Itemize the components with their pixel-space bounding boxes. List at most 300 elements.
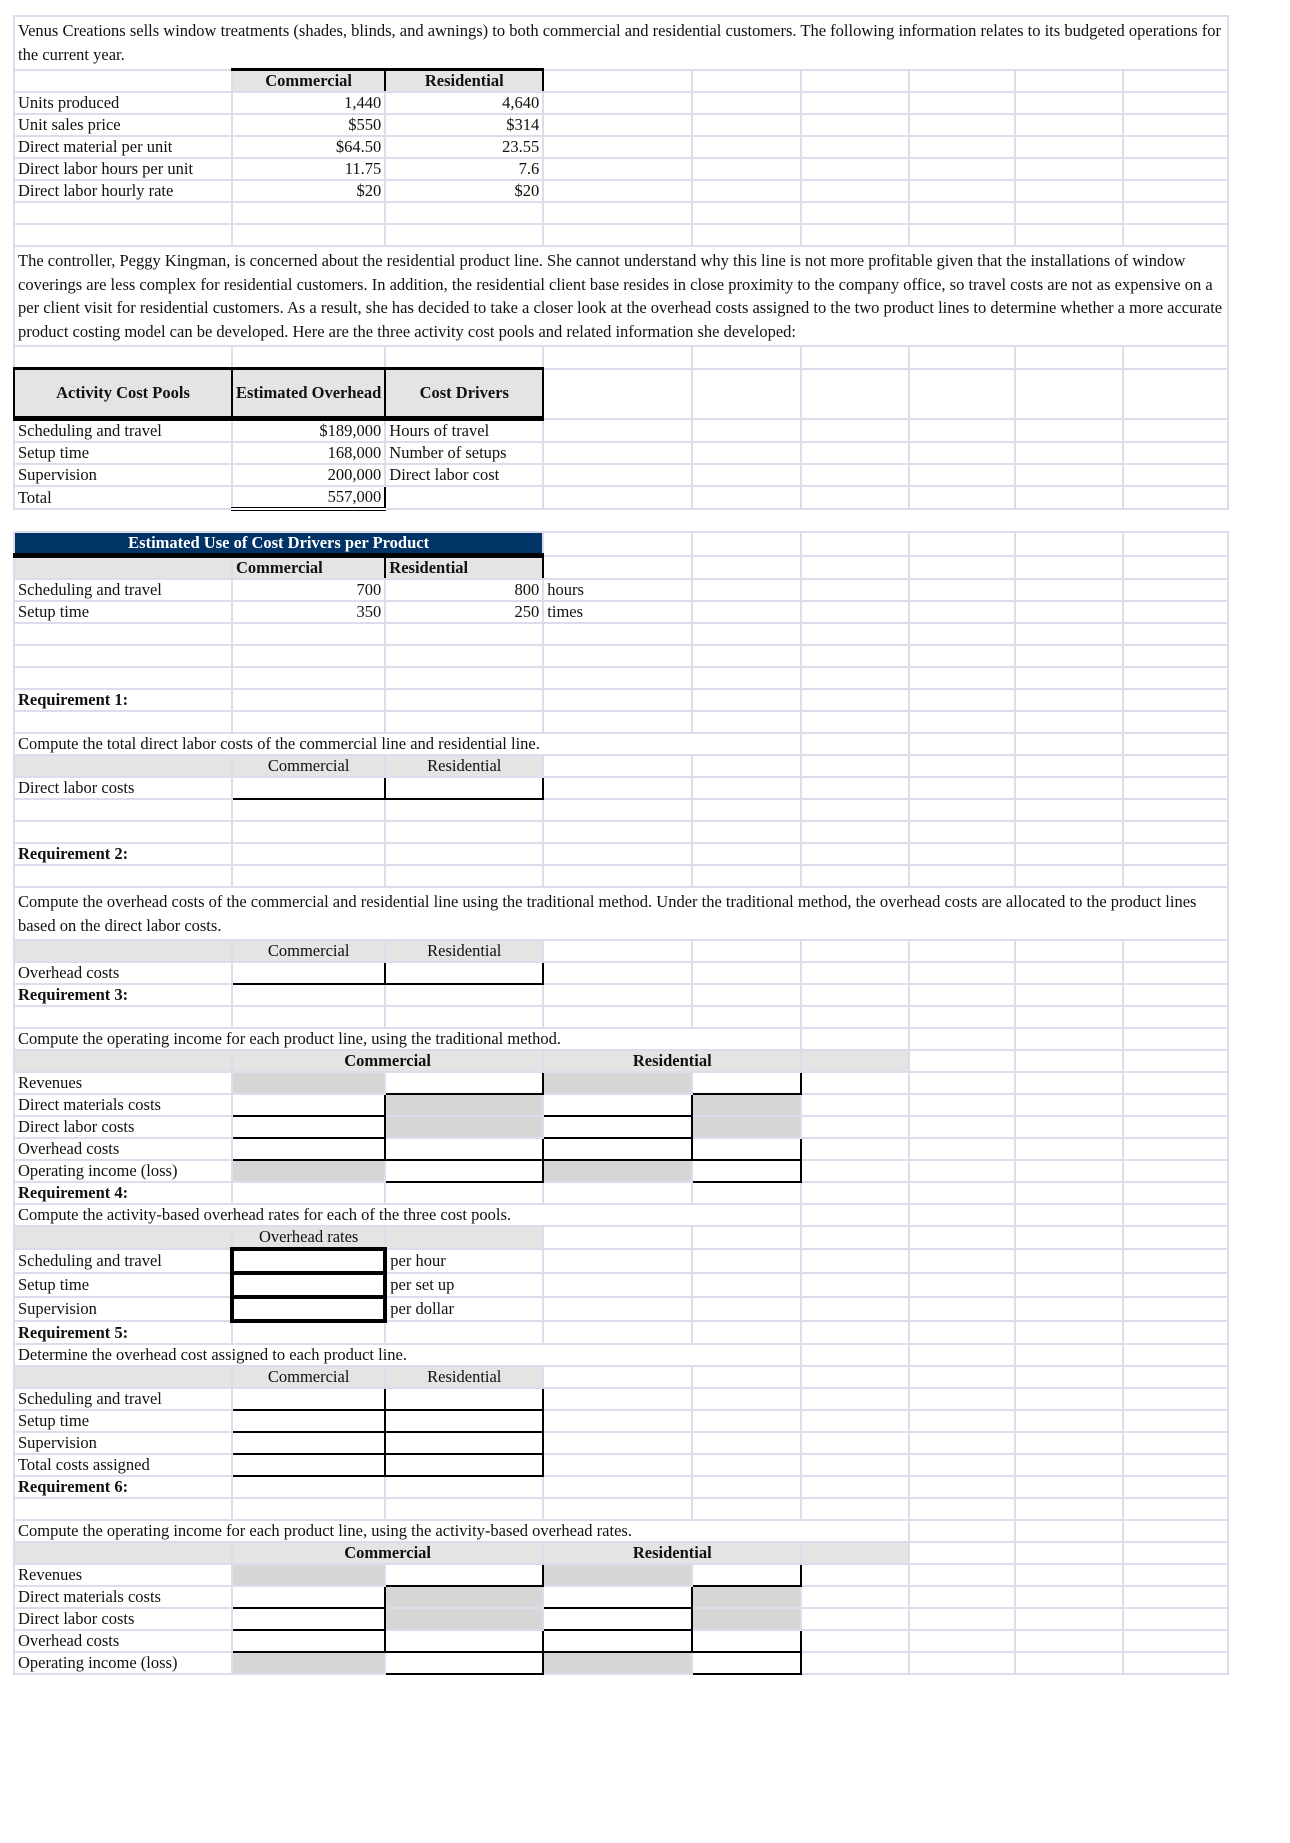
empty-cell[interactable]	[909, 962, 1015, 984]
empty-cell[interactable]	[1015, 755, 1123, 777]
empty-cell[interactable]	[543, 623, 692, 645]
empty-cell[interactable]	[1015, 1226, 1123, 1249]
empty-cell[interactable]	[14, 224, 232, 246]
empty-cell[interactable]	[1015, 158, 1123, 180]
empty-cell[interactable]	[801, 1028, 909, 1050]
empty-cell[interactable]	[543, 940, 692, 962]
empty-cell[interactable]	[909, 1630, 1015, 1652]
empty-cell[interactable]	[692, 623, 801, 645]
overhead-rate-input[interactable]	[232, 1297, 385, 1321]
empty-cell[interactable]	[909, 1249, 1015, 1273]
empty-cell[interactable]	[909, 202, 1015, 224]
empty-cell[interactable]	[543, 556, 692, 580]
empty-cell[interactable]	[1123, 821, 1228, 843]
empty-cell[interactable]	[692, 689, 801, 711]
empty-cell[interactable]	[692, 1476, 801, 1498]
residential-input[interactable]	[385, 1388, 543, 1410]
empty-cell[interactable]	[909, 843, 1015, 865]
empty-cell[interactable]	[1123, 1094, 1228, 1116]
empty-cell[interactable]	[14, 821, 232, 843]
empty-cell[interactable]	[909, 1476, 1015, 1498]
empty-cell[interactable]	[1015, 202, 1123, 224]
empty-cell[interactable]	[385, 984, 543, 1006]
empty-cell[interactable]	[543, 1388, 692, 1410]
empty-cell[interactable]	[1123, 1366, 1228, 1388]
empty-cell[interactable]	[801, 755, 909, 777]
empty-cell[interactable]	[801, 843, 909, 865]
empty-cell[interactable]	[692, 843, 801, 865]
empty-cell[interactable]	[801, 1072, 909, 1094]
empty-cell[interactable]	[909, 1520, 1015, 1542]
commercial-input[interactable]	[385, 1160, 543, 1182]
empty-cell[interactable]	[909, 346, 1015, 369]
empty-cell[interactable]	[14, 667, 232, 689]
empty-cell[interactable]	[801, 158, 909, 180]
empty-cell[interactable]	[385, 843, 543, 865]
empty-cell[interactable]	[232, 667, 385, 689]
empty-cell[interactable]	[692, 579, 801, 601]
empty-cell[interactable]	[1123, 1586, 1228, 1608]
empty-cell[interactable]	[14, 1498, 232, 1520]
residential-input[interactable]	[692, 1138, 801, 1160]
empty-cell[interactable]	[801, 799, 909, 821]
residential-input[interactable]	[543, 1138, 692, 1160]
empty-cell[interactable]	[543, 1182, 692, 1204]
empty-cell[interactable]	[385, 711, 543, 733]
empty-cell[interactable]	[909, 158, 1015, 180]
empty-cell[interactable]	[909, 865, 1015, 887]
empty-cell[interactable]	[543, 114, 692, 136]
empty-cell[interactable]	[909, 711, 1015, 733]
residential-input[interactable]	[543, 1094, 692, 1116]
empty-cell[interactable]	[909, 1321, 1015, 1344]
empty-cell[interactable]	[1123, 1160, 1228, 1182]
empty-cell[interactable]	[692, 1366, 801, 1388]
residential-input[interactable]	[692, 1630, 801, 1652]
empty-cell[interactable]	[909, 667, 1015, 689]
empty-cell[interactable]	[385, 224, 543, 246]
empty-cell[interactable]	[232, 821, 385, 843]
empty-cell[interactable]	[14, 711, 232, 733]
empty-cell[interactable]	[692, 532, 801, 556]
empty-cell[interactable]	[1015, 1116, 1123, 1138]
empty-cell[interactable]	[1123, 1652, 1228, 1674]
empty-cell[interactable]	[543, 419, 692, 443]
empty-cell[interactable]	[1015, 1072, 1123, 1094]
empty-cell[interactable]	[909, 1116, 1015, 1138]
empty-cell[interactable]	[692, 114, 801, 136]
empty-cell[interactable]	[543, 1476, 692, 1498]
empty-cell[interactable]	[801, 1138, 909, 1160]
empty-cell[interactable]	[1123, 1630, 1228, 1652]
empty-cell[interactable]	[692, 486, 801, 509]
empty-cell[interactable]	[1123, 865, 1228, 887]
empty-cell[interactable]	[385, 799, 543, 821]
empty-cell[interactable]	[543, 1273, 692, 1297]
empty-cell[interactable]	[1015, 1094, 1123, 1116]
empty-cell[interactable]	[909, 1028, 1015, 1050]
empty-cell[interactable]	[1015, 1321, 1123, 1344]
commercial-input[interactable]	[232, 1608, 385, 1630]
empty-cell[interactable]	[14, 645, 232, 667]
empty-cell[interactable]	[1123, 1388, 1228, 1410]
empty-cell[interactable]	[692, 1297, 801, 1321]
empty-cell[interactable]	[1123, 940, 1228, 962]
commercial-input[interactable]	[232, 1410, 385, 1432]
empty-cell[interactable]	[909, 1388, 1015, 1410]
empty-cell[interactable]	[692, 1388, 801, 1410]
empty-cell[interactable]	[909, 70, 1015, 93]
empty-cell[interactable]	[801, 940, 909, 962]
empty-cell[interactable]	[385, 821, 543, 843]
empty-cell[interactable]	[1123, 1050, 1228, 1072]
empty-cell[interactable]	[909, 1410, 1015, 1432]
empty-cell[interactable]	[801, 1006, 909, 1028]
empty-cell[interactable]	[1015, 711, 1123, 733]
empty-cell[interactable]	[909, 92, 1015, 114]
empty-cell[interactable]	[1015, 1006, 1123, 1028]
empty-cell[interactable]	[385, 1006, 543, 1028]
empty-cell[interactable]	[692, 821, 801, 843]
empty-cell[interactable]	[543, 158, 692, 180]
residential-input[interactable]	[692, 1160, 801, 1182]
empty-cell[interactable]	[543, 346, 692, 369]
empty-cell[interactable]	[909, 464, 1015, 486]
empty-cell[interactable]	[385, 623, 543, 645]
empty-cell[interactable]	[1123, 419, 1228, 443]
empty-cell[interactable]	[1015, 1388, 1123, 1410]
empty-cell[interactable]	[1123, 799, 1228, 821]
commercial-input[interactable]	[232, 1388, 385, 1410]
empty-cell[interactable]	[1123, 224, 1228, 246]
empty-cell[interactable]	[1123, 962, 1228, 984]
empty-cell[interactable]	[1015, 419, 1123, 443]
empty-cell[interactable]	[232, 689, 385, 711]
empty-cell[interactable]	[1015, 464, 1123, 486]
empty-cell[interactable]	[801, 136, 909, 158]
empty-cell[interactable]	[14, 202, 232, 224]
empty-cell[interactable]	[543, 1432, 692, 1454]
empty-cell[interactable]	[692, 645, 801, 667]
empty-cell[interactable]	[692, 509, 801, 532]
empty-cell[interactable]	[1123, 1182, 1228, 1204]
residential-input[interactable]	[385, 1410, 543, 1432]
empty-cell[interactable]	[385, 645, 543, 667]
empty-cell[interactable]	[909, 369, 1015, 419]
empty-cell[interactable]	[1123, 1321, 1228, 1344]
empty-cell[interactable]	[801, 579, 909, 601]
empty-cell[interactable]	[385, 1321, 543, 1344]
residential-input[interactable]	[385, 777, 543, 799]
empty-cell[interactable]	[1015, 601, 1123, 623]
empty-cell[interactable]	[1123, 486, 1228, 509]
empty-cell[interactable]	[801, 442, 909, 464]
empty-cell[interactable]	[1015, 136, 1123, 158]
empty-cell[interactable]	[543, 689, 692, 711]
empty-cell[interactable]	[1123, 556, 1228, 580]
empty-cell[interactable]	[692, 464, 801, 486]
empty-cell[interactable]	[232, 1182, 385, 1204]
empty-cell[interactable]	[543, 1249, 692, 1273]
commercial-input[interactable]	[385, 1564, 543, 1586]
empty-cell[interactable]	[1015, 623, 1123, 645]
empty-cell[interactable]	[543, 224, 692, 246]
empty-cell[interactable]	[1123, 114, 1228, 136]
empty-cell[interactable]	[801, 1476, 909, 1498]
empty-cell[interactable]	[692, 1454, 801, 1476]
empty-cell[interactable]	[1123, 843, 1228, 865]
empty-cell[interactable]	[801, 623, 909, 645]
empty-cell[interactable]	[1015, 1182, 1123, 1204]
empty-cell[interactable]	[692, 1249, 801, 1273]
empty-cell[interactable]	[232, 346, 385, 369]
empty-cell[interactable]	[692, 1006, 801, 1028]
empty-cell[interactable]	[543, 777, 692, 799]
empty-cell[interactable]	[1123, 579, 1228, 601]
empty-cell[interactable]	[909, 1432, 1015, 1454]
empty-cell[interactable]	[801, 180, 909, 202]
empty-cell[interactable]	[232, 865, 385, 887]
empty-cell[interactable]	[1015, 1564, 1123, 1586]
empty-cell[interactable]	[1123, 158, 1228, 180]
empty-cell[interactable]	[1015, 180, 1123, 202]
empty-cell[interactable]	[692, 419, 801, 443]
empty-cell[interactable]	[801, 1321, 909, 1344]
empty-cell[interactable]	[1123, 1204, 1228, 1226]
empty-cell[interactable]	[543, 1297, 692, 1321]
empty-cell[interactable]	[801, 1564, 909, 1586]
empty-cell[interactable]	[692, 1226, 801, 1249]
empty-cell[interactable]	[543, 202, 692, 224]
empty-cell[interactable]	[909, 1366, 1015, 1388]
empty-cell[interactable]	[801, 1249, 909, 1273]
empty-cell[interactable]	[801, 1226, 909, 1249]
empty-cell[interactable]	[543, 1498, 692, 1520]
empty-cell[interactable]	[1015, 114, 1123, 136]
empty-cell[interactable]	[801, 689, 909, 711]
empty-cell[interactable]	[909, 532, 1015, 556]
empty-cell[interactable]	[1015, 442, 1123, 464]
empty-cell[interactable]	[543, 442, 692, 464]
empty-cell[interactable]	[801, 1608, 909, 1630]
empty-cell[interactable]	[385, 667, 543, 689]
empty-cell[interactable]	[1123, 645, 1228, 667]
empty-cell[interactable]	[909, 777, 1015, 799]
empty-cell[interactable]	[232, 623, 385, 645]
empty-cell[interactable]	[543, 821, 692, 843]
empty-cell[interactable]	[1015, 1249, 1123, 1273]
empty-cell[interactable]	[385, 1498, 543, 1520]
empty-cell[interactable]	[692, 1432, 801, 1454]
commercial-input[interactable]	[385, 1652, 543, 1674]
empty-cell[interactable]	[1123, 667, 1228, 689]
empty-cell[interactable]	[909, 1273, 1015, 1297]
empty-cell[interactable]	[801, 369, 909, 419]
empty-cell[interactable]	[692, 777, 801, 799]
empty-cell[interactable]	[801, 1652, 909, 1674]
empty-cell[interactable]	[909, 755, 1015, 777]
empty-cell[interactable]	[1015, 70, 1123, 93]
empty-cell[interactable]	[909, 136, 1015, 158]
empty-cell[interactable]	[1015, 556, 1123, 580]
empty-cell[interactable]	[909, 1094, 1015, 1116]
empty-cell[interactable]	[1015, 579, 1123, 601]
empty-cell[interactable]	[1123, 1138, 1228, 1160]
commercial-input[interactable]	[232, 777, 385, 799]
empty-cell[interactable]	[1123, 464, 1228, 486]
empty-cell[interactable]	[14, 346, 232, 369]
empty-cell[interactable]	[801, 1182, 909, 1204]
empty-cell[interactable]	[1015, 1498, 1123, 1520]
empty-cell[interactable]	[801, 202, 909, 224]
empty-cell[interactable]	[1123, 1454, 1228, 1476]
empty-cell[interactable]	[801, 1586, 909, 1608]
empty-cell[interactable]	[1123, 1498, 1228, 1520]
empty-cell[interactable]	[692, 136, 801, 158]
empty-cell[interactable]	[1015, 1432, 1123, 1454]
empty-cell[interactable]	[1015, 1542, 1123, 1564]
empty-cell[interactable]	[909, 1204, 1015, 1226]
commercial-input[interactable]	[232, 1586, 385, 1608]
empty-cell[interactable]	[909, 486, 1015, 509]
empty-cell[interactable]	[801, 346, 909, 369]
empty-cell[interactable]	[909, 645, 1015, 667]
overhead-rate-input[interactable]	[232, 1273, 385, 1297]
empty-cell[interactable]	[692, 711, 801, 733]
empty-cell[interactable]	[1015, 821, 1123, 843]
empty-cell[interactable]	[1015, 1586, 1123, 1608]
empty-cell[interactable]	[1015, 369, 1123, 419]
empty-cell[interactable]	[1123, 1028, 1228, 1050]
empty-cell[interactable]	[543, 92, 692, 114]
residential-input[interactable]	[692, 1564, 801, 1586]
empty-cell[interactable]	[543, 1410, 692, 1432]
empty-cell[interactable]	[232, 645, 385, 667]
residential-input[interactable]	[543, 1608, 692, 1630]
empty-cell[interactable]	[801, 1432, 909, 1454]
empty-cell[interactable]	[543, 1366, 692, 1388]
empty-cell[interactable]	[801, 464, 909, 486]
empty-cell[interactable]	[232, 202, 385, 224]
empty-cell[interactable]	[909, 1072, 1015, 1094]
empty-cell[interactable]	[1123, 202, 1228, 224]
empty-cell[interactable]	[1123, 1006, 1228, 1028]
empty-cell[interactable]	[385, 202, 543, 224]
empty-cell[interactable]	[543, 509, 692, 532]
empty-cell[interactable]	[1015, 645, 1123, 667]
empty-cell[interactable]	[801, 667, 909, 689]
empty-cell[interactable]	[1123, 92, 1228, 114]
empty-cell[interactable]	[385, 509, 543, 532]
empty-cell[interactable]	[1123, 1410, 1228, 1432]
empty-cell[interactable]	[1123, 346, 1228, 369]
empty-cell[interactable]	[909, 1138, 1015, 1160]
empty-cell[interactable]	[1123, 689, 1228, 711]
empty-cell[interactable]	[692, 1182, 801, 1204]
empty-cell[interactable]	[801, 645, 909, 667]
empty-cell[interactable]	[801, 509, 909, 532]
empty-cell[interactable]	[909, 1182, 1015, 1204]
empty-cell[interactable]	[909, 1226, 1015, 1249]
empty-cell[interactable]	[909, 556, 1015, 580]
empty-cell[interactable]	[1123, 369, 1228, 419]
empty-cell[interactable]	[1123, 1476, 1228, 1498]
empty-cell[interactable]	[1015, 486, 1123, 509]
empty-cell[interactable]	[1123, 1520, 1228, 1542]
empty-cell[interactable]	[543, 843, 692, 865]
empty-cell[interactable]	[801, 1630, 909, 1652]
empty-cell[interactable]	[1015, 92, 1123, 114]
empty-cell[interactable]	[801, 777, 909, 799]
empty-cell[interactable]	[543, 180, 692, 202]
empty-cell[interactable]	[801, 1160, 909, 1182]
empty-cell[interactable]	[909, 733, 1015, 755]
empty-cell[interactable]	[543, 486, 692, 509]
empty-cell[interactable]	[801, 1297, 909, 1321]
empty-cell[interactable]	[543, 984, 692, 1006]
residential-input[interactable]	[543, 1116, 692, 1138]
empty-cell[interactable]	[543, 136, 692, 158]
empty-cell[interactable]	[1015, 1652, 1123, 1674]
empty-cell[interactable]	[543, 799, 692, 821]
empty-cell[interactable]	[1015, 1138, 1123, 1160]
residential-input[interactable]	[692, 1072, 801, 1094]
empty-cell[interactable]	[232, 799, 385, 821]
empty-cell[interactable]	[1015, 224, 1123, 246]
empty-cell[interactable]	[909, 1344, 1015, 1366]
empty-cell[interactable]	[1123, 1542, 1228, 1564]
empty-cell[interactable]	[909, 1454, 1015, 1476]
commercial-input[interactable]	[232, 1432, 385, 1454]
empty-cell[interactable]	[909, 940, 1015, 962]
empty-cell[interactable]	[692, 158, 801, 180]
empty-cell[interactable]	[385, 346, 543, 369]
empty-cell[interactable]	[692, 601, 801, 623]
empty-cell[interactable]	[801, 224, 909, 246]
empty-cell[interactable]	[1015, 1476, 1123, 1498]
empty-cell[interactable]	[801, 114, 909, 136]
empty-cell[interactable]	[692, 92, 801, 114]
empty-cell[interactable]	[232, 711, 385, 733]
empty-cell[interactable]	[801, 532, 909, 556]
empty-cell[interactable]	[909, 1586, 1015, 1608]
empty-cell[interactable]	[232, 1498, 385, 1520]
empty-cell[interactable]	[801, 486, 909, 509]
empty-cell[interactable]	[14, 623, 232, 645]
empty-cell[interactable]	[232, 1476, 385, 1498]
empty-cell[interactable]	[801, 733, 909, 755]
empty-cell[interactable]	[1123, 623, 1228, 645]
empty-cell[interactable]	[232, 1006, 385, 1028]
empty-cell[interactable]	[692, 369, 801, 419]
empty-cell[interactable]	[1123, 733, 1228, 755]
empty-cell[interactable]	[801, 1410, 909, 1432]
empty-cell[interactable]	[14, 865, 232, 887]
empty-cell[interactable]	[692, 865, 801, 887]
empty-cell[interactable]	[692, 667, 801, 689]
empty-cell[interactable]	[1015, 799, 1123, 821]
empty-cell[interactable]	[1015, 346, 1123, 369]
empty-cell[interactable]	[801, 1454, 909, 1476]
empty-cell[interactable]	[543, 1321, 692, 1344]
empty-cell[interactable]	[801, 556, 909, 580]
empty-cell[interactable]	[1123, 601, 1228, 623]
empty-cell[interactable]	[909, 601, 1015, 623]
empty-cell[interactable]	[543, 532, 692, 556]
empty-cell[interactable]	[1015, 733, 1123, 755]
empty-cell[interactable]	[1015, 1297, 1123, 1321]
empty-cell[interactable]	[909, 1652, 1015, 1674]
